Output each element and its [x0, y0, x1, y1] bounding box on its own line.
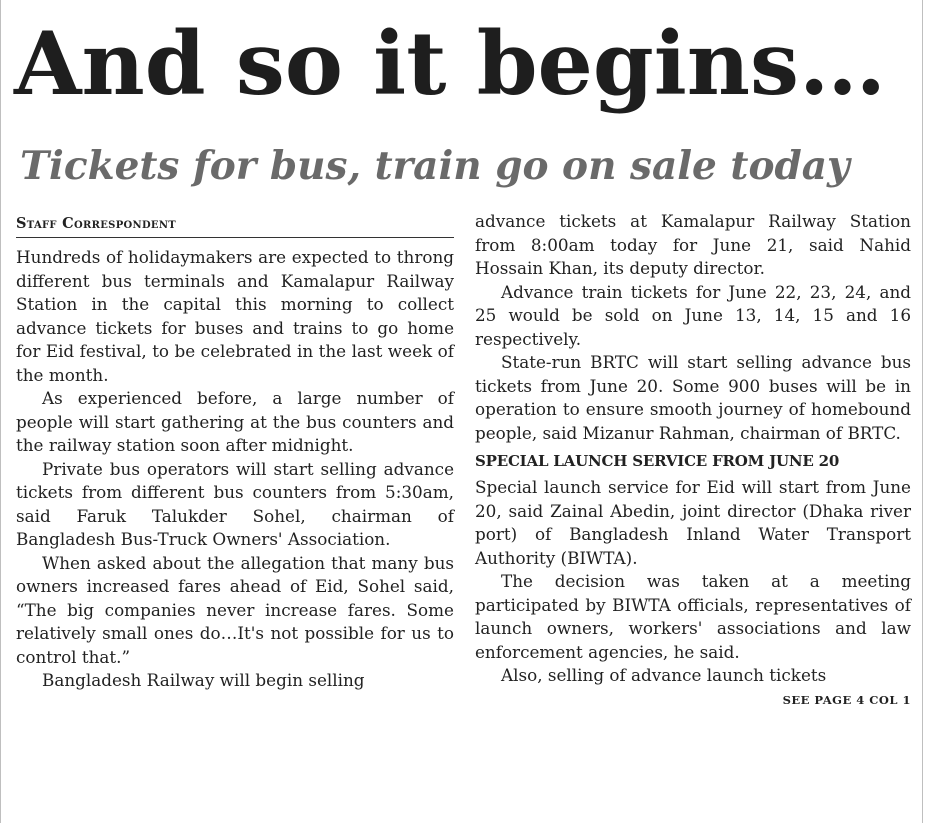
paragraph: When asked about the allegation that many bus owners increased fares ahead of Eid, Sohel said, “The big companies never increase fares. Some relatively small ones do…It's not possible for us to control that.” [16, 552, 454, 667]
left-column [16, 210, 454, 693]
left-column-rule [0, 0, 1, 823]
right-column-rule [922, 0, 923, 823]
paragraph: As experienced before, a large number of people will start gathering at the bus counters and the railway station soon after midnight. [16, 388, 454, 455]
paragraph: Also, selling of advance launch tickets [501, 665, 827, 685]
byline: Staff Correspondent [16, 210, 454, 238]
paragraph: Private bus operators will start selling advance tickets from different bus counters from 5:30am, said Faruk Talukder Sohel, chairman of Bangladesh Bus-Truck Owners' Association. [16, 458, 454, 549]
section-heading: SPECIAL LAUNCH SERVICE FROM JUNE 20 [475, 452, 840, 470]
headline: And so it begins… [14, 12, 886, 115]
paragraph: Advance train tickets for June 22, 23, 24, and 25 would be sold on June 13, 14, 15 and 16 respectively. [475, 281, 911, 349]
right-column [475, 210, 911, 710]
paragraph: State-run BRTC will start selling advance bus tickets from June 20. Some 900 buses will be in operation to ensure smooth journey of homebound people, said Mizanur Rahman, chairman of BRTC. [475, 352, 911, 443]
paragraph: Bangladesh Railway will begin selling [42, 670, 365, 690]
paragraph: advance tickets at Kamalapur Railway Station from 8:00am today for June 21, said Nahid Hossain Khan, its deputy director. [475, 211, 911, 278]
paragraph: Special launch service for Eid will start from June 20, said Zainal Abedin, joint director (Dhaka river port) of Bangladesh Inland Water Transport Authority (BIWTA). [475, 477, 911, 568]
subheadline: Tickets for bus, train go on sale today [20, 143, 850, 189]
paragraph: The decision was taken at a meeting participated by BIWTA officials, representatives of launch owners, workers' associations and law enforcement agencies, he said. [475, 571, 911, 662]
jump-line: SEE PAGE 4 COL 1 [782, 692, 911, 707]
paragraph: Hundreds of holidaymakers are expected to throng different bus terminals and Kamalapur Railway Station in the capital this morning to collect advance tickets for buses and trains to go home for Eid festival, to be celebrated in the last week of the month. [16, 247, 454, 385]
